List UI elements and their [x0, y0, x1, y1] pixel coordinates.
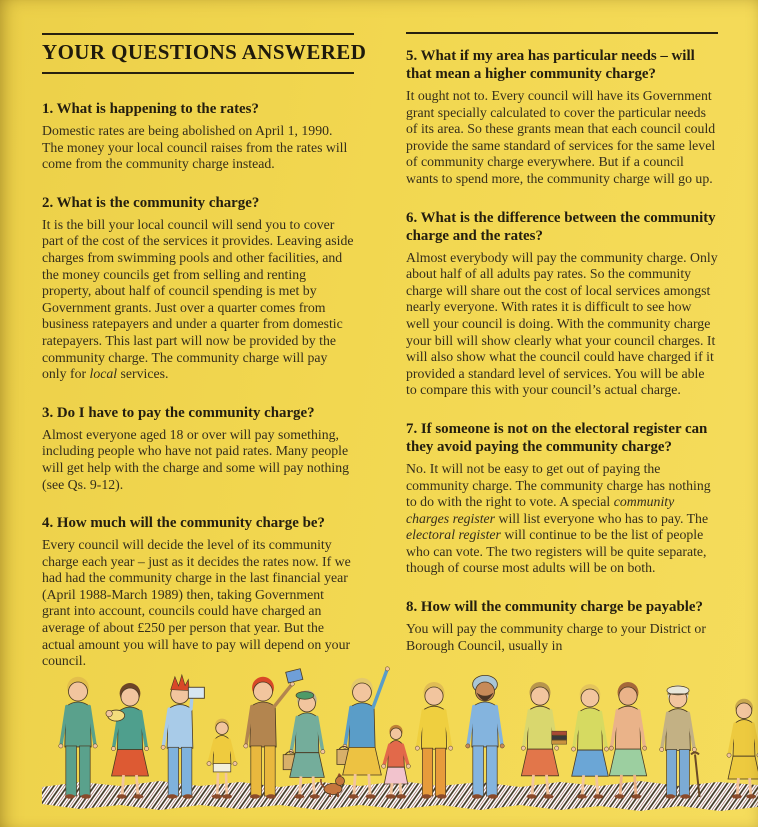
qa-item [42, 194, 354, 383]
left-column [42, 33, 367, 670]
column-top-rule [406, 32, 718, 34]
question-heading: 1. What is happening to the rates? [42, 101, 259, 117]
figure-man-teal-suit [59, 677, 98, 799]
question-heading: 6. What is the difference between the community charge and the rates? [406, 209, 716, 244]
figure-sikh-man-blue-suit [466, 675, 505, 798]
question-heading: 4. How much will the community charge be? [42, 515, 325, 532]
qa-item [406, 47, 718, 188]
qa-item [42, 100, 354, 173]
page-title: YOUR QUESTIONS ANSWERED [42, 40, 367, 64]
figure-punk-with-radio [161, 675, 204, 799]
people-illustration [0, 660, 758, 827]
question-heading: 5. What if my area has particular needs – will that mean a higher community charge? [406, 48, 695, 82]
question-heading: 7. If someone is not on the electoral register can they avoid paying the community charge? [406, 420, 708, 455]
qa-item [406, 209, 718, 399]
answer-text: Almost everyone aged 18 or over will pay something, including people who have not paid rates. Many people will get help with the charge and some will pay nothing (see Qs. 9-12). [42, 426, 350, 492]
question-heading: 2. What is the community charge? [42, 194, 260, 211]
figure-elderly-man-cane [660, 685, 700, 799]
figure-woman-with-books [521, 682, 566, 799]
figure-mother-with-baby [106, 683, 149, 799]
qa-list-right [406, 47, 718, 654]
qa-item [406, 420, 718, 577]
figure-woman-waving [337, 667, 390, 799]
qa-item [42, 404, 354, 493]
figure-man-sweater-vest [415, 682, 453, 799]
question-heading: 3. Do I have to pay the community charge? [42, 404, 315, 421]
answer-text: You will pay the community charge to your District or Borough Council, usually in [406, 621, 706, 653]
answer-text: It is the bill your local council will send you to cover part of the cost of the services it provides. Leaving aside charges from swimming pools and other facilities, and the money councils get from selling and renting property, about half of council spending is met by Government grants. Just over a quarter comes from business ratepayers and under a quarter from domestic ratepayers. This last part will now be provided by the community charge. The community charge will pay only for local services. [42, 216, 354, 382]
answer-text: It ought not to. Every council will have its Government grant specially calculated to cover the particular needs of its area. So these grants mean that each council could provide the same standard of services for the same level of community charge everywhere. But if a council wants to spend more, the community charge will go up. [406, 88, 716, 186]
answer-text: Domestic rates are being abolished on April 1, 1990. The money your local council raises from the rates will come from the community charge instead. [42, 123, 348, 172]
right-column [406, 32, 718, 654]
answer-text: Almost everybody will pay the community charge. Only about half of all adults pay rates. So the community charge will share out the cost of local services amongst nearly everyone. With rates it is difficult to see how well your council is doing. With the community charge your bill will show clearly what your council charges. It will also show what the council could have charged if it provided a standard level of services. You will be able to compare this with your council’s actual charge. [406, 249, 718, 398]
figure-woman-blue-skirt [571, 684, 608, 799]
qa-list-left [42, 100, 354, 670]
answer-text: No. It will not be easy to get out of paying the community charge. The community charge has nothing to do with the right to vote. A special community charges register will list everyone who has to pay. The electoral register will continue to be the list of people who can vote. The two registers will be quite separate, though of course most adults will be on both. [406, 460, 711, 576]
page-title-block [42, 33, 367, 74]
question-heading: 8. How will the community charge be payable? [406, 599, 703, 616]
qa-item [406, 598, 718, 654]
answer-text: Every council will decide the level of its community charge each year – just as it decides the rates now. If we had had the community charge in the last financial year (April 1988-March 1989) then, taking Government grant into account, councils could have charged an average of about £250 per person that year. But the actual amount you will have to pay will depend on your council. [42, 537, 351, 669]
qa-item [42, 514, 354, 670]
